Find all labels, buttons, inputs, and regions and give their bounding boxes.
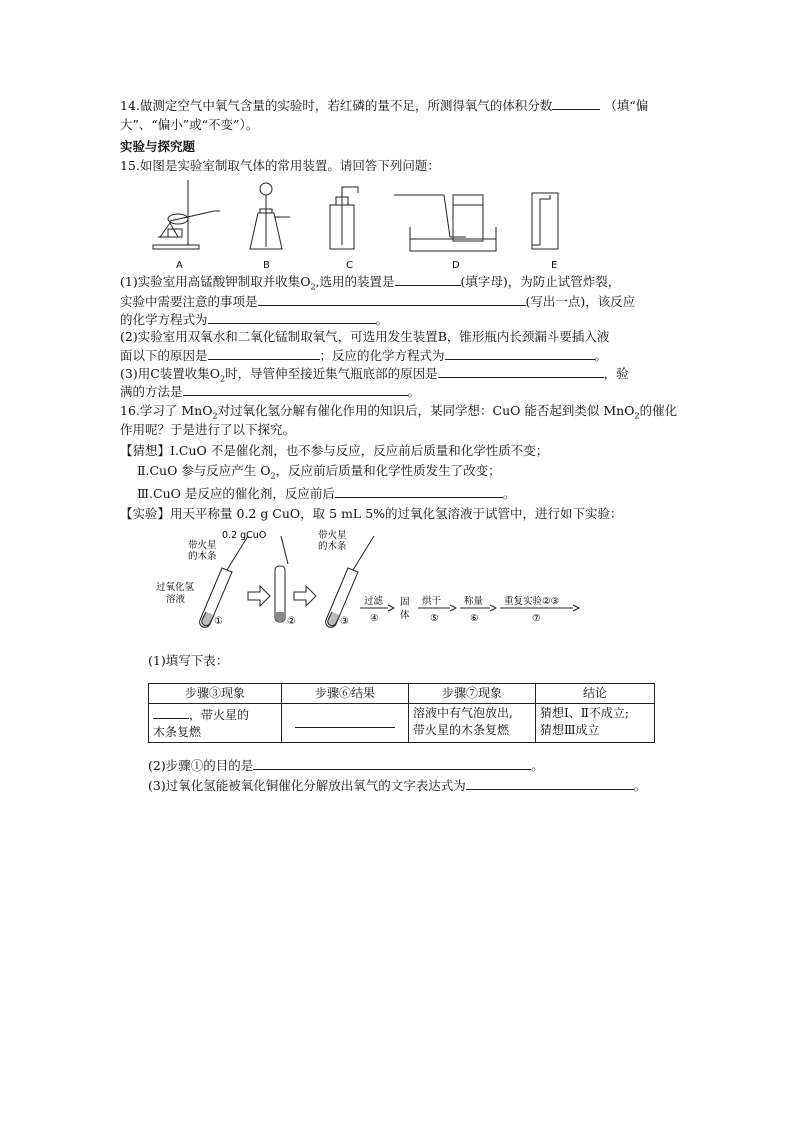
cell-step7: 溶液中有气泡放出, 带火星的木条复燃 [409,704,536,743]
splint1-line2: 的木条 [188,551,217,562]
q15-intro: 15.如图是实验室制取气体的常用装置。请回答下列问题： [120,158,440,173]
q16-intro-line2: 作用呢？于是进行了以下探究。 [120,422,296,437]
answer-blank[interactable] [445,346,595,360]
splint1-line1: 带火星 [188,540,217,551]
apparatus-c [330,187,358,249]
apparatus-d [394,195,496,251]
label-a: A [176,260,183,271]
answer-blank[interactable] [183,382,408,396]
filter-label: 过滤 [364,596,384,607]
repeat-step: ⑦ [532,613,541,624]
splint2-line1: 带火星 [318,530,347,541]
step2-label: ② [287,616,296,627]
answer-blank[interactable] [153,705,189,719]
step1-label: ① [214,616,223,627]
answer-blank[interactable] [438,364,604,378]
apparatus-diagram [148,175,588,265]
label-e: E [551,260,558,271]
cuo-label: 0.2 gCuO [222,530,267,541]
q16-intro-line1: 16.学习了 MnO$_2$对过氧化氢分解有催化作用的知识后，某同学想：CuO 能否起到类似 MnO$_2$的催化 [120,403,678,421]
q15-p3-line1: (3)用C装置收集$O_2$时，导管伸至接近集气瓶底部的原因是 ，验 [120,366,629,384]
q15-p3-line2: 满的方法是 。 [120,384,421,399]
h2o2-line2: 溶液 [166,594,186,605]
step3-label: ③ [340,616,349,627]
q16-guess1: 【猜想】Ⅰ.CuO 不是催化剂，也不参与反应，反应前后质量和化学性质不变； [120,443,549,458]
dry-label: 烘干 [422,596,442,607]
filter-step: ④ [370,613,379,624]
q16-guess2: Ⅱ.CuO 参与反应产生 $O_2$，反应前后质量和化学性质发生了改变； [137,463,501,481]
header-conclusion: 结论 [536,684,655,704]
q14-line1: 14.做测定空气中氧气含量的实验时，若红磷的量不足，所测得氧气的体积分数 （填“偏 [120,98,649,113]
h2o2-line1: 过氧化氢 [156,582,195,593]
answer-blank[interactable] [258,292,526,306]
apparatus-b [250,183,290,249]
q15-p1-line3: 的化学方程式为 。 [120,312,389,327]
q16-guess3: Ⅲ.CuO 是反应的催化剂，反应前后 。 [137,486,516,501]
header-step7: 步骤⑦现象 [409,684,536,704]
splint2-line2: 的木条 [318,541,347,552]
q15-p1-line1: (1)实验室用高锰酸钾制取并收集$O_2$,选用的装置是 (填字母)，为防止试管炸裂， [120,274,621,292]
table-intro: (1)填写下表： [148,653,229,668]
q15-p2-line2: 面以下的原因是 ；反应的化学方程式为 。 [120,348,608,363]
q15-p2-line1: (2)实验室用双氧水和二氧化锰制取氧气，可选用发生装置B，锥形瓶内长颈漏斗要插入液 [120,329,610,344]
section-title: 实验与探究题 [120,139,196,154]
answer-blank[interactable] [466,776,634,790]
header-step6: 步骤⑥结果 [282,684,409,704]
q15-p1-line2: 实验中需要注意的事项是 (写出一点)，该反应 [120,294,636,309]
q16-q3: (3)过氧化氢能被氧化铜催化分解放出氧气的文字表达式为 。 [148,778,647,793]
cell-conclusion: 猜想Ⅰ、Ⅱ不成立; 猜想Ⅲ成立 [536,704,655,743]
repeat-label: 重复实验②③ [504,596,560,607]
label-d: D [452,260,460,271]
answer-blank[interactable] [295,714,395,728]
weigh-label: 称量 [464,596,484,607]
header-step3: 步骤③现象 [149,684,282,704]
solid-line2: 体 [400,610,410,621]
solid-line1: 固 [400,597,410,608]
answer-blank[interactable] [208,346,320,360]
apparatus-e [532,193,558,249]
experiment-diagram [148,528,598,628]
answer-blank[interactable] [552,96,600,110]
label-c: C [346,260,353,271]
answer-blank[interactable] [335,484,503,498]
q16-experiment: 【实验】用天平称量 0.2 g CuO，取 5 mL 5%的过氧化氢溶液于试管中，进行如下实验： [120,506,623,521]
cell-step3: ，带火星的 木条复燃 [149,704,282,743]
q16-q2: (2)步骤①的目的是 。 [148,758,544,773]
cell-step6 [282,704,409,743]
label-b: B [263,260,270,271]
apparatus-a [153,180,220,249]
q14-line2: 大”、“偏小”或“不变”）。 [120,117,259,132]
answer-blank[interactable] [208,310,376,324]
dry-step: ⑤ [430,613,439,624]
results-table [148,683,655,743]
weigh-step: ⑥ [470,613,479,624]
answer-blank[interactable] [253,756,531,770]
answer-blank[interactable] [395,272,461,286]
